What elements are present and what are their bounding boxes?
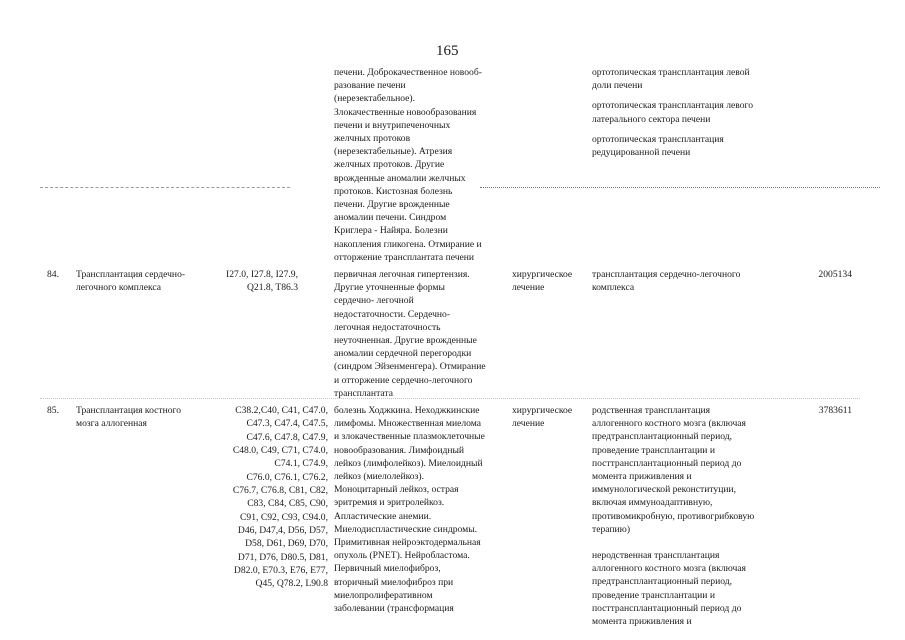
top-diagnosis-cell [334,66,482,264]
text-line: I27.0, I27.8, I27.9, [226,269,298,280]
text-line: мозга аллогенная [76,418,147,430]
method-block [592,404,754,536]
text-line: C47.3, C47.4, C47.5, [246,418,328,430]
text-line: доли печени [592,80,643,92]
text-line: желчных протоков [334,133,411,145]
text-line: проведение трансплантации и [592,589,715,601]
row-84-number: 84. [47,269,59,280]
text-line: терапию) [592,523,631,535]
row-85-cost: 3783611 [818,405,852,416]
text-line: проведение трансплантации и [592,444,715,456]
text-line: лечение [512,282,545,294]
text-line: трансплантация сердечно-легочного [592,269,741,280]
text-line: Трансплантация костного [76,405,181,416]
text-line: Примитивная нейроэктодермальная [334,537,481,549]
text-line: C38.2,C40, C41, C47.0, [235,405,328,416]
text-line: хирургическое [512,405,573,416]
row-84-cost: 2005134 [818,269,852,280]
text-line: C91, C92, C93, C94.0, [240,511,328,523]
text-line: врожденные аномалии желчных [334,172,466,184]
text-line: неродственная трансплантация [592,550,720,562]
text-line: C74.1, C74.9, [274,458,328,470]
text-line: комплекса [592,282,635,294]
top-method-cell [592,66,753,164]
text-line: Трансплантация сердечно- [76,269,186,280]
method-block [592,549,754,628]
text-line: Криглера - Найяра. Болезни [334,225,448,237]
text-line: C83, C84, C85, C90, [247,498,328,510]
text-line: иммунологической реконституции, [592,484,737,496]
row-85-method [592,404,754,633]
text-line: D71, D76, D80.5, D81, [237,551,328,563]
row-85-treatment [512,404,572,430]
text-line: ортотопическая трансплантация левого [592,100,754,112]
text-line: лейкоз (миелолейкоз). [334,471,424,483]
text-line: (синдром Эйзенменгера). Отмирание [334,361,486,373]
table-rule [40,187,290,188]
text-line: C76.7, C76.8, C81, C82, [232,485,328,497]
text-line: печени. Доброкачественное новооб- [334,67,482,78]
text-line: C76.0, C76.1, C76.2, [246,471,328,483]
text-line: вторичный миелофиброз при [334,576,454,588]
text-line: и злокачественные плазмоклеточные [334,431,485,443]
table-rule [40,398,860,399]
text-line: протоков. Кистозная болезнь [334,185,453,197]
text-line: D82.0, E70.3, E76, E77, [233,565,328,577]
text-line: первичная легочная гипертензия. [334,269,470,280]
text-line: редуцированной печени [592,147,691,159]
text-line: Первичный миелофиброз, [334,563,441,575]
text-line: отторжение трансплантата печени [334,251,475,263]
text-line: легочная недостаточность [334,321,441,333]
text-line: Апластические анемии. [334,510,432,522]
text-line: C47.6, C47.8, C47.9, [246,431,328,443]
text-line: сердечно- легочной [334,295,414,307]
text-line: Q21.8, T86.3 [247,282,298,294]
text-line: накопления гликогена. Отмирание и [334,238,482,250]
table-rule [480,187,880,188]
row-84-diagnosis [334,268,486,400]
text-line: желчных протоков. Другие [334,159,445,171]
row-85-diagnosis [334,404,485,615]
text-line: родственная трансплантация [592,405,711,416]
text-line: миелопролиферативном [334,589,433,601]
text-line: C48.0, C49, C71, C74.0, [232,445,328,457]
text-line: момента приживления и [592,471,692,483]
text-line: Q45, Q78.2, L90.8 [255,578,328,590]
page-number: 165 [436,43,459,59]
text-line: (нерезектабельное). [334,93,415,105]
text-line: разование печени [334,80,406,92]
text-line: аномалии сердечной перегородки [334,348,472,360]
text-line: лечение [512,418,545,430]
text-line: Злокачественные новообразования [334,106,477,118]
text-line: болезнь Ходжкина. Неходжкинские [334,405,480,416]
text-line: аномалии печени. Синдром [334,212,447,224]
text-line: и отторжение сердечно-легочного [334,374,473,386]
text-line: момента приживления и [592,616,692,628]
text-line: аллогенного костного мозга (включая [592,418,746,430]
row-85-codes [233,404,328,591]
text-line: новообразования. Лимфоидный [334,444,465,456]
text-line: аллогенного костного мозга (включая [592,563,746,575]
text-line: заболевании (трансформация [334,603,454,615]
text-line: предтрансплантационный период, [592,576,733,588]
row-84-codes [226,268,298,294]
method-block [592,66,753,92]
text-line: D58, D61, D69, D70, [245,538,328,550]
text-line: Другие уточненные формы [334,282,445,294]
text-line: Миелодиспластические синдромы. [334,523,478,535]
row-84-treatment [512,268,572,294]
text-line: трансплантата [334,387,393,399]
text-line: опухоль (PNET). Нейробластома. [334,550,470,562]
text-line: Моноцитарный лейкоз, острая [334,484,459,496]
row-85-number: 85. [47,405,59,416]
text-line: (нерезектабельные). Атрезия [334,146,453,158]
text-line: недостаточности. Сердечно- [334,308,451,320]
text-line: легочного комплекса [76,282,162,294]
text-line: ортотопическая трансплантация [592,133,724,145]
text-line: предтрансплантационный период, [592,431,733,443]
text-line: D46, D47,4, D56, D57, [237,525,328,537]
text-line: противомикробную, противогрибковую [592,510,755,522]
text-line: неуточненная. Другие врожденные [334,335,477,347]
text-line: печени. Другие врожденные [334,199,450,211]
method-block [592,99,753,125]
text-line: эритремия и эритролейкоз. [334,497,445,509]
row-84-name [76,268,185,294]
text-line: латерального сектора печени [592,113,711,125]
text-line: лейкоз (лимфолейкоз). Миелоидный [334,457,483,469]
text-line: ортотопическая трансплантация левой [592,67,750,78]
text-line: включая иммуноадаптивную, [592,497,713,509]
text-line: хирургическое [512,269,573,280]
text-line: посттрансплантационный период до [592,457,742,469]
text-line: лимфомы. Множественная миелома [334,418,482,430]
row-84-method [592,268,740,294]
row-85-name [76,404,181,430]
text-line: посттрансплантационный период до [592,602,742,614]
text-line: печени и внутрипеченочных [334,119,451,131]
method-block [592,133,753,159]
